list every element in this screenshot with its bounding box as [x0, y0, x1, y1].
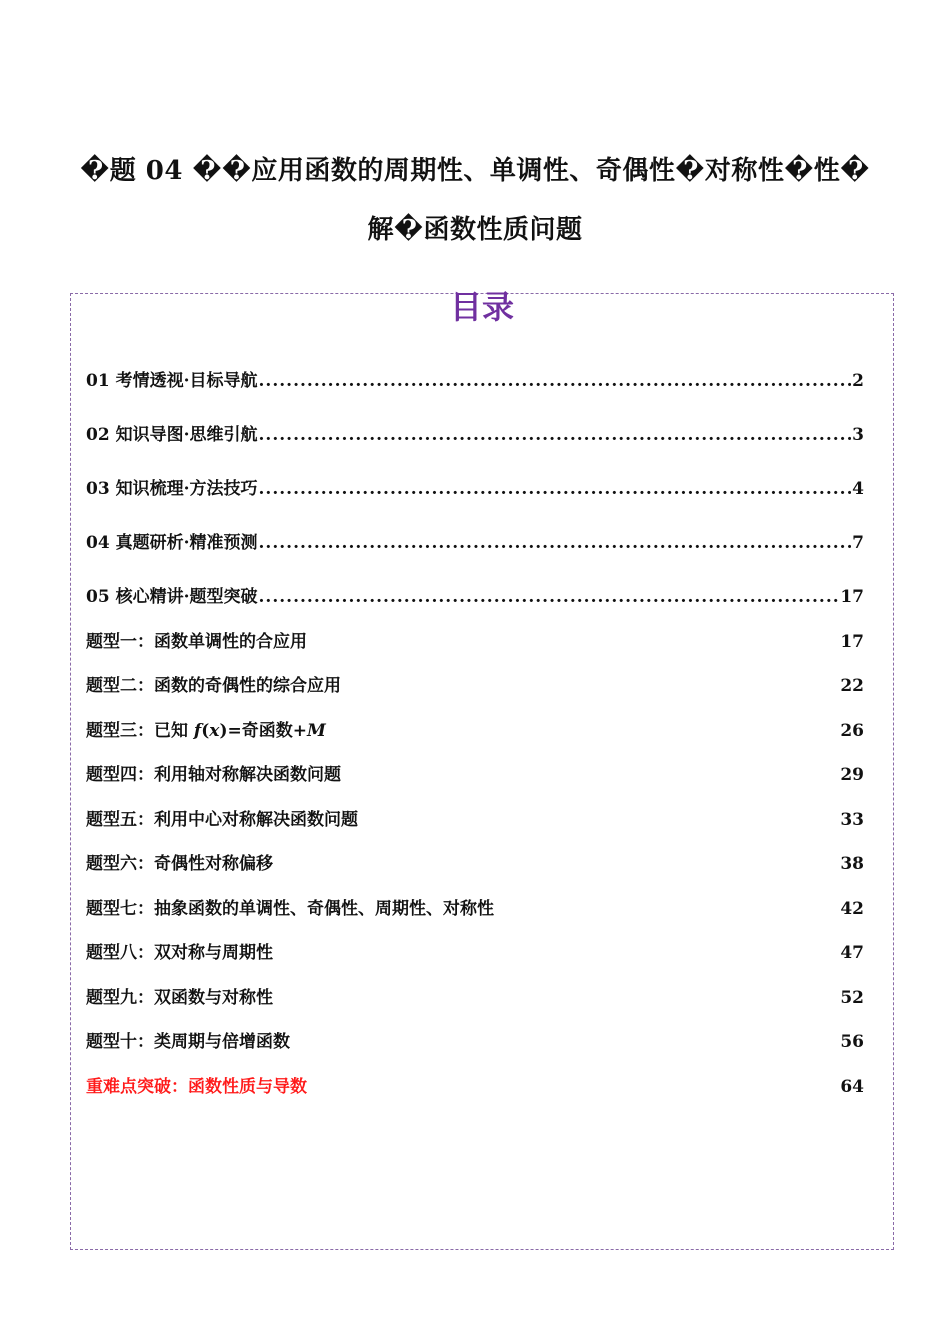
toc-entry-page: 7 [852, 533, 864, 553]
toc-entry-label: 题型五：利用中心对称解决函数问题 [86, 810, 358, 830]
document-title-line-2: 解�函数性质问题 [367, 215, 583, 245]
dot-leader [259, 422, 852, 448]
toc-entry-label: 题型七：抽象函数的单调性、奇偶性、周期性、对称性 [86, 899, 494, 919]
toc-entry-page: 42 [840, 899, 864, 919]
toc-entry-type-4[interactable] [86, 762, 864, 788]
toc-entry-section-01[interactable] [86, 368, 864, 394]
toc-entry-type-8[interactable] [86, 940, 864, 966]
toc-entry-page: 33 [840, 810, 864, 830]
toc-entry-type-10[interactable] [86, 1029, 864, 1055]
toc-entry-page: 2 [852, 371, 864, 391]
toc-entry-label [86, 718, 326, 744]
dot-leader [259, 368, 852, 394]
toc-entry-type-7[interactable] [86, 896, 864, 922]
toc-entry-label: 题型八：双对称与周期性 [86, 943, 273, 963]
toc-entry-type-5[interactable] [86, 807, 864, 833]
toc-entry-label: 题型二：函数的奇偶性的综合应用 [86, 676, 341, 696]
toc-entry-label: 05 核心精讲·题型突破 [86, 587, 258, 607]
toc-entry-page: 17 [840, 632, 864, 652]
toc-entry-label: 02 知识导图·思维引航 [86, 425, 258, 445]
toc-entry-page: 38 [840, 854, 864, 874]
toc-entry-section-04[interactable] [86, 530, 864, 556]
toc-entry-page: 56 [840, 1032, 864, 1052]
toc-entry-page: 52 [840, 988, 864, 1008]
document-title-line-1: �题 04 ��应用函数的周期性、单调性、奇偶性�对称性�性� [80, 156, 870, 186]
toc-entry-page: 3 [852, 425, 864, 445]
toc-label-text: 题型三：已知 [86, 721, 194, 741]
toc-label-text: )=奇函数+ [219, 721, 307, 741]
toc-entry-section-02[interactable] [86, 422, 864, 448]
dot-leader [259, 476, 852, 502]
toc-entry-label: 题型六：奇偶性对称偏移 [86, 854, 273, 874]
toc-entry-label: 题型十：类周期与倍增函数 [86, 1032, 290, 1052]
math-variable: x [209, 721, 220, 741]
toc-entry-label: 03 知识梳理·方法技巧 [86, 479, 258, 499]
toc-entry-page: 26 [840, 721, 864, 741]
toc-entry-page: 22 [840, 676, 864, 696]
toc-entry-label: 题型一：函数单调性的合应用 [86, 632, 307, 652]
toc-entry-type-6[interactable] [86, 851, 864, 877]
toc-entry-section-03[interactable] [86, 476, 864, 502]
math-paren: ( [201, 721, 210, 741]
toc-entry-type-2[interactable] [86, 673, 864, 699]
toc-entry-label: 04 真题研析·精准预测 [86, 533, 258, 553]
toc-entry-page: 47 [840, 943, 864, 963]
toc-entry-type-9[interactable] [86, 985, 864, 1011]
toc-entry-type-1[interactable] [86, 629, 864, 655]
toc-entry-label: 题型四：利用轴对称解决函数问题 [86, 765, 341, 785]
toc-heading: 目录 [449, 288, 514, 326]
dot-leader [259, 530, 852, 556]
math-constant: M [306, 721, 326, 741]
toc-entry-page: 4 [852, 479, 864, 499]
math-function-symbol: f [193, 721, 202, 741]
toc-entry-section-05[interactable] [86, 584, 864, 610]
toc-entry-highlight[interactable] [86, 1074, 864, 1100]
toc-entry-label: 题型九：双函数与对称性 [86, 988, 273, 1008]
toc-entry-label: 01 考情透视·目标导航 [86, 371, 258, 391]
toc-entry-page: 64 [840, 1077, 864, 1097]
toc-entry-page: 17 [840, 587, 864, 607]
toc-entry-page: 29 [840, 765, 864, 785]
toc-entry-label: 重难点突破：函数性质与导数 [86, 1077, 307, 1097]
dot-leader [259, 584, 840, 610]
toc-entry-type-3[interactable] [86, 718, 864, 744]
